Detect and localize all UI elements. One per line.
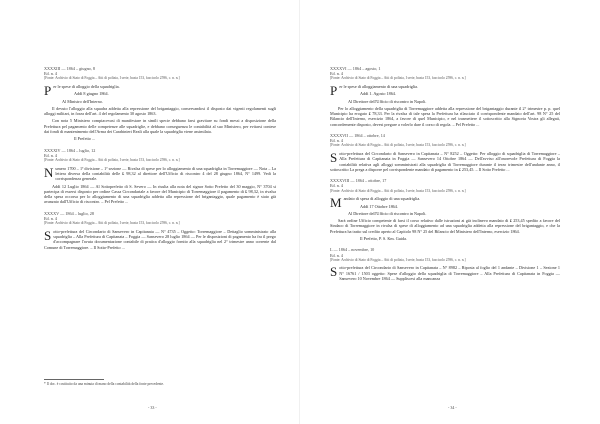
entry-paragraph: er le spese di alloggio della squadriglia.	[53, 84, 120, 89]
drop-cap: S	[44, 227, 52, 243]
entry-source: [Fonte: Archivio di Stato di Foggia – Atti di polizia, I serie, busta 153, fascicolo 2596, c. n. n.]	[330, 257, 466, 262]
document-entry	[330, 247, 560, 281]
document-entry	[44, 148, 276, 205]
entry-subheading: Ed. n. 4	[330, 71, 344, 77]
entry-paragraph: Al Direttore dell'Ufficio di riscontro in Napoli.	[348, 98, 427, 104]
entry-source: [Fonte: Archivio di Stato di Foggia – Atti di polizia, I serie, busta 153, fascicolo 2596, c. n. n.]	[330, 143, 466, 148]
entry-paragraph: Il devuto l'alloggio alla squadra addetta alla repressione del brigantaggio, conservandosi il disposto dai vigenti regolamenti sugli alloggi militari, in forza dell'art. 4 del regolamento 30 agosto 1863.	[44, 105, 276, 117]
entry-subheading: Ed. n. 4	[44, 152, 58, 158]
entry-body	[330, 196, 560, 241]
entry-subheading: Ed. n. 4	[44, 71, 58, 77]
entry-body	[44, 229, 276, 250]
entry-paragraph: Il Prefetto, P. S. Km. Guida.	[360, 236, 407, 242]
entry-heading: XXXXIII — 1864 – giugno, 8	[44, 66, 95, 71]
entry-paragraph: umero 1700 – 1ª divisione – 1ª sezione — Rivalsa di spese per lo alloggiamento di una squadriglia in Torremaggiore — Nota – La lettera diversa della contabilità delle ₤ 98,32 al direttore dell'Ufficio di riscontro 4 del 28 giugno 1864, N° 1499. Vedi la corrispondenza generale.	[55, 165, 276, 182]
entry-paragraph: Sarà ordine Ufficio competente di farsi il corso relativo dalle istruzioni ai già inclinevo mandato di ₤ 253,45 spedito a favore del Sindaco di Torremaggiore in rivalsa di spese di alloggiamento ad una squadriglia addetta alla repressione del brigantaggio, e che la Prefettura ha tratto sul credito aperto al Capitolo 98 N° 25 del Bilancio del Ministero dell'Interno, esercizio 1864.	[330, 218, 560, 234]
entry-heading: XXXXVIII — 1864 – ottobre, 17	[330, 178, 387, 184]
drop-cap: S	[330, 264, 338, 280]
entry-body	[44, 166, 276, 205]
entry-source: [Fonte: Archivio di Stato di Foggia – Atti di polizia, I serie, busta 153, fascicolo 2596, c. n. n.]	[44, 158, 180, 163]
entry-paragraph: Con nota 5 Ministero compiacevasi di manifestare in simili specie debbano farsi gravitare su fondi messi a disposizione della Prefettura pel pagamento delle competenze alle squadriglie, e debbano conseguenza le contabilità al suo Ministero, per evitarsi contese dai fondi di mantenimento dell'Arma dei Carabinieri Reali alla quale la squadriglia viene assimilata.	[44, 118, 276, 135]
page-number-left: - 33 -	[148, 405, 157, 410]
entry-paragraph: otto-prefettura del Circondario di Sansevero in Capitanata – N° 8982 – Riposta al foglio del 1 andante – Divisione 1 – Sezione 1 N° 16761 / 1503 oggetto: Spese d'alloggio della squadriglia di Torremaggiore – Alla Prefettura di Capitanata in Foggia — Sansevero 10 Novembre 1864 — Suppliscesi alla mancanza	[339, 265, 560, 281]
entry-paragraph: Al Direttore dell'Ufficio di riscontro in Napoli.	[348, 210, 427, 216]
entry-paragraph: otto-prefettura del Circondario di Sansevero in Capitanata – N° 8252 – Oggetto: Per alloggio di squadriglia di Torremaggiore – Alla Prefettura di Capitanata in Foggia — Sansevero 14 Ottobre 1864 — Dell'avviso all'onorevole Prefettura di Foggia la contabilità relativa agli alloggi somministrati alla squadriglia di Torremaggiore durante il terzo trimestre dell'andante anno, il sottoscritto La prega a disporre pel corrispondente mandato di pagamento in ₤ 253,45. – Il Sotto Prefetto ...	[330, 151, 560, 172]
entry-heading: XXXXIV — 1864 – luglio, 12	[44, 147, 96, 153]
drop-cap: M	[330, 195, 342, 211]
entry-paragraph: Il Prefetto ...	[74, 136, 96, 142]
entry-body	[330, 84, 560, 127]
entry-paragraph: andato di spesa di alloggio di una squadriglia.	[343, 196, 421, 202]
document-entry	[330, 66, 560, 127]
entry-source: [Fonte: Archivio di Stato di Foggia – Atti di polizia, I serie, busta 153, fascicolo 2596, c. n. n.]	[330, 188, 466, 193]
entry-heading: L — 1864 – novembre, 10	[330, 247, 375, 253]
entry-paragraph: otto-prefettura del Circondario di Sansevero in Capitanata — N° 4735 – Oggetto: Torremaggiore – Dettaglio somministrato alla squadriglia – Alla Prefettura di Capitanata – Foggia — Sansevero 28 luglio 1864 — Per le disposizioni di pagamento ha fra il prego d'accompagnare l'avuta documentazione contabile di pratica d'alloggio fornito alla squadriglia nel 2° trimestre anno corrente dal Comune di Torremaggiore. – Il Sotto-Prefetto ...	[44, 228, 276, 250]
document-entry	[44, 211, 276, 250]
document-entry	[44, 66, 276, 142]
entry-subheading: Ed. n. 4	[44, 215, 58, 221]
entry-body	[330, 151, 560, 172]
entry-source: [Fonte: Archivio di Stato di Foggia – Atti di polizia, I serie, busta 153, fascicolo 2596, c. n. n.]	[44, 76, 180, 81]
entry-paragraph: Addì 12 Luglio 1864 — Al Sottoprefetto di S. Severo — In risulta alla nota del signor Sotto Prefetto del 30 maggio, N° 3704 si partecipa di essersi disposto per ordine Cassa Circondariale a favore del Municipio di Torremaggiore il pagamento di ₤ 98,32, in rivalsa della spesa occorsa per lo alloggiamento di una squadriglia addetta alla repressione del brigantaggio, quale pagamento è stato già avanzato dall'Ufficio di riscontro. – Pel Prefetto ...	[44, 183, 276, 205]
drop-cap: P	[44, 83, 52, 98]
entry-paragraph: Addì 1. Agosto 1864.	[360, 91, 396, 97]
footnote: * Il doc. è costituito da una minuta di mano della contabilità della fonte precedente.	[44, 382, 164, 386]
entry-subheading: Ed. n. 4	[330, 252, 344, 258]
entry-subheading: Ed. n. 4	[330, 138, 344, 144]
entry-body	[330, 265, 560, 281]
entry-paragraph: Al Ministro dell'Interno.	[62, 98, 103, 104]
drop-cap: P	[330, 83, 338, 98]
entry-heading: XXXXVI — 1864 – agosto, 1	[330, 66, 381, 71]
entry-heading: XXXXV — 1864 – luglio, 28	[44, 210, 94, 216]
document-entry	[330, 178, 560, 241]
entry-subheading: Ed. n. 4	[330, 183, 344, 189]
entry-heading: XXXXVII — 1864 – ottobre, 14	[330, 133, 385, 139]
entry-source: [Fonte: Archivio di Stato di Foggia – Atti di polizia, I serie, busta 153, fascicolo 2596, c. n. n.]	[330, 76, 466, 81]
drop-cap: N	[44, 164, 54, 180]
entry-paragraph: Addì 17 Ottobre 1864.	[360, 203, 398, 209]
right-page	[300, 0, 600, 424]
entry-paragraph: Per lo alloggiamento della squadriglia di Torremaggiore addetta alla repressione del brigantaggio durante il 2° trimestre p. p. quel Municipio ha erogato ₤ 78,33. Per la rivalsa di tale spesa la Prefettura ha rilasciato il corrispondente mandato dell'art. 98 N° 25 del Bilancio dell'Interno, esercizio 1864, a favore di quel Municipio, e nel trasmettere il sottoscritto alla Signoria Vostra gli allegati, concordemente disposto, devesi pregare a volerlo dare il corso di regola. – Pel Prefetto ...	[330, 105, 560, 127]
document-entry	[330, 133, 560, 172]
entry-paragraph: Addì 8 giugno 1864.	[74, 91, 109, 97]
entry-source: [Fonte: Archivio di Stato di Foggia – Atti di polizia, I serie, busta 153, fascicolo 2596, c. n. n.]	[44, 221, 180, 226]
entry-body	[44, 84, 276, 142]
page-number-right: - 34 -	[448, 405, 457, 410]
drop-cap: S	[330, 150, 338, 166]
footnote-rule	[44, 379, 104, 380]
entry-paragraph: er le spese di alloggiamento di una squadriglia.	[339, 84, 419, 89]
